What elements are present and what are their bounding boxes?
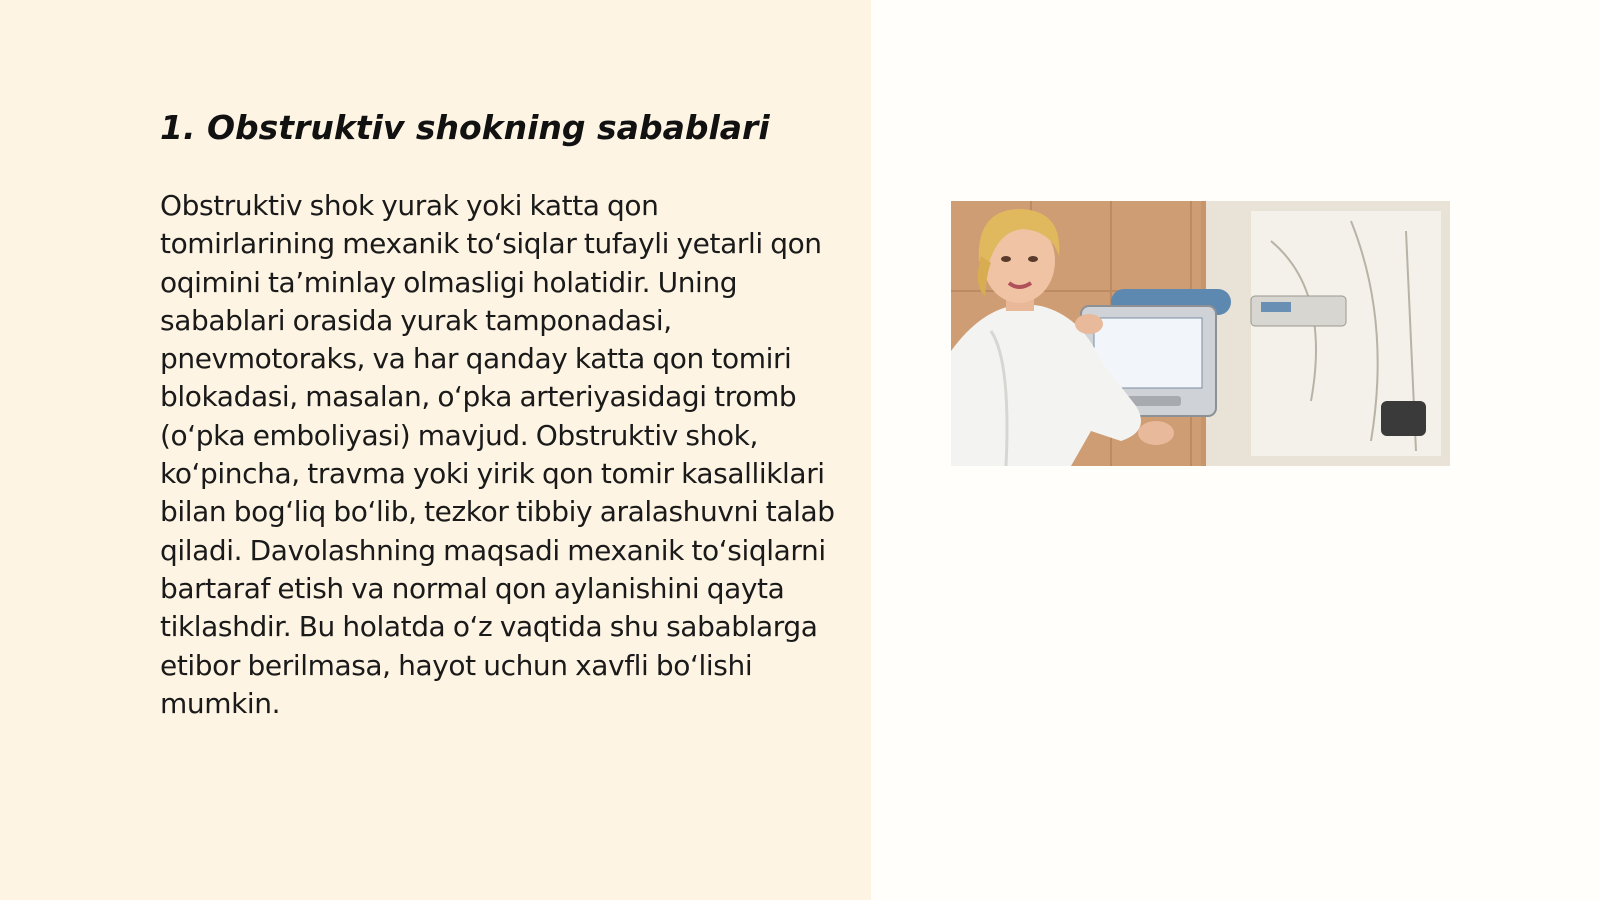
slide-body-text: Obstruktiv shok yurak yoki katta qon tomirlarining mexanik to‘siqlar tufayli yetarli qon oqimini ta’minlay olmasligi holatidir. Uning sabablari orasida yurak tamponadasi, pnevmotoraks, va har qanday katta qon tomiri blokadasi, masalan, o‘pka arteriyasidagi tromb (o‘pka emboliyasi) mavjud. Obstruktiv shok, ko‘pincha, travma yoki yirik qon tomir kasalliklari bilan bog‘liq bo‘lib, tezkor tibbiy aralashuvni talab qiladi. Davolashning maqsadi mexanik to‘siqlarni bartaraf etish va normal qon aylanishini qayta tiklashdir. Bu holatda o‘z vaqtida shu sabablarga etibor berilmasa, hayot uchun xavfli bo‘lishi mumkin. [160, 189, 835, 720]
slide-title: 1. Obstruktiv shokning sabablari [160, 108, 770, 147]
medical-photo-icon [951, 201, 1450, 466]
